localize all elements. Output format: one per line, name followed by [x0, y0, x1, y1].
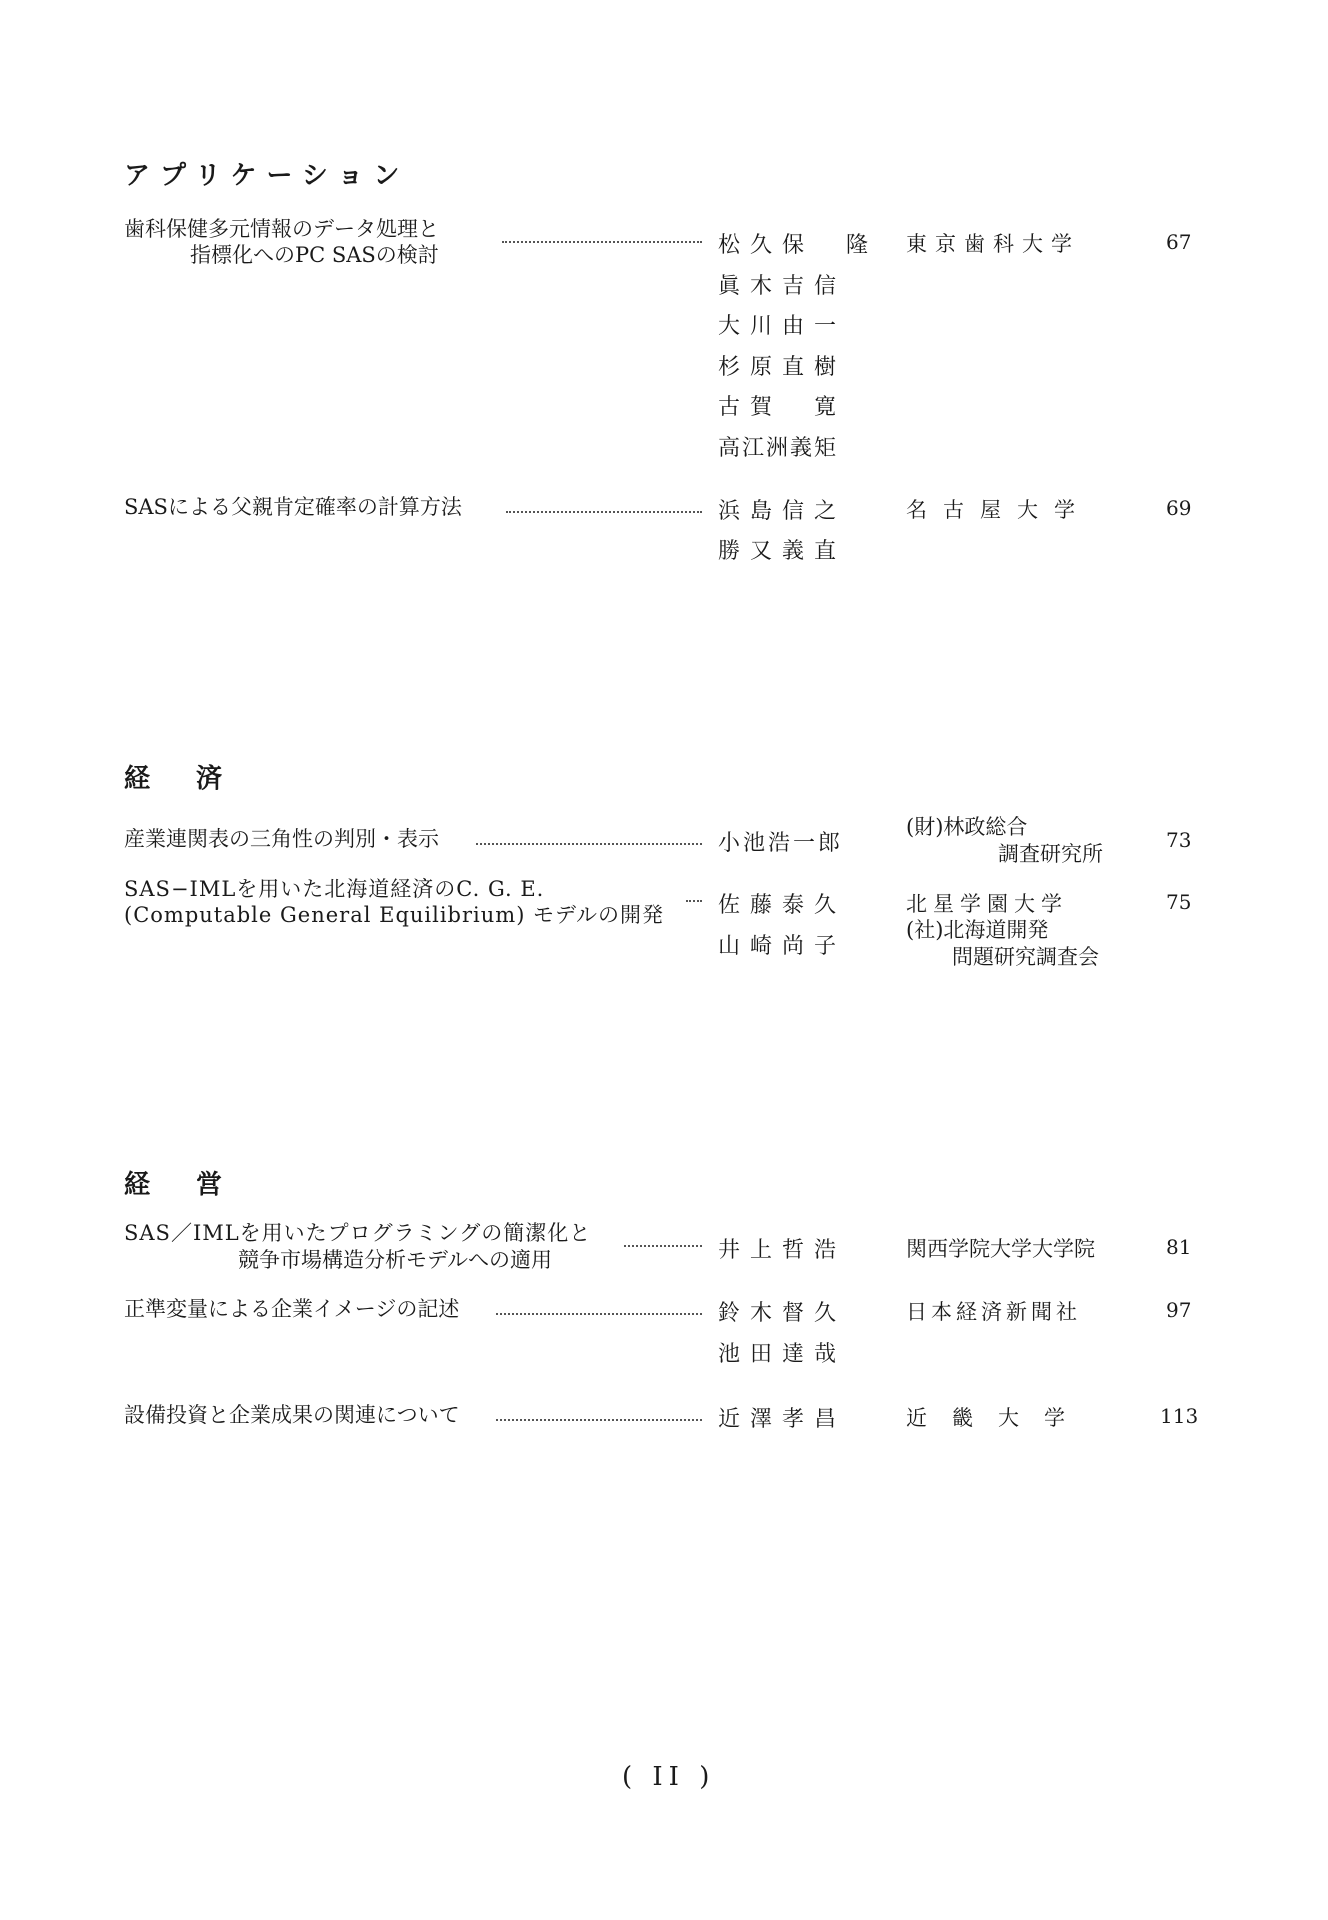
affiliation: 名古屋大学 [906, 498, 1091, 522]
section-title-economics: 経 済 [124, 764, 233, 794]
entry-title-line: 指標化へのPC SASの検討 [190, 243, 439, 267]
entry-title-line: 競争市場構造分析モデルへの適用 [238, 1248, 552, 1272]
leader-dots [496, 1419, 702, 1421]
entry-title-line: (Computable General Equilibrium) モデルの開発 [124, 903, 665, 927]
leader-dots [506, 511, 702, 513]
author-name: 小池浩一郎 [718, 831, 844, 856]
affiliation: 日本経済新聞社 [906, 1300, 1081, 1324]
page-number: 75 [1166, 890, 1192, 914]
affiliation-line: 調査研究所 [998, 842, 1103, 866]
author-name: 高江洲義矩 [718, 436, 839, 461]
author-name: 松久保 隆 [718, 233, 879, 258]
author-name: 浜島信之 [718, 499, 847, 524]
affiliation: 関西学院大学大学院 [906, 1237, 1095, 1261]
section-title-application: アプリケーション [124, 161, 410, 191]
page-number: 69 [1166, 496, 1192, 520]
affiliation: 東京歯科大学 [906, 232, 1080, 256]
section-title-management: 経 営 [124, 1170, 233, 1200]
leader-dots [686, 900, 702, 902]
affiliation-line: (社)北海道開発 [906, 918, 1049, 942]
leader-dots [496, 1313, 702, 1315]
page-number: 67 [1166, 230, 1192, 254]
affiliation-line: 問題研究調査会 [952, 945, 1099, 969]
author-name: 眞木吉信 [718, 274, 847, 299]
author-name: 近澤孝昌 [718, 1407, 847, 1432]
author-name: 大川由一 [718, 314, 847, 339]
author-name: 山崎尚子 [718, 934, 847, 959]
page-number: 113 [1160, 1404, 1199, 1428]
author-name: 井上哲浩 [718, 1238, 847, 1263]
entry-title-line: 設備投資と企業成果の関連について [124, 1403, 460, 1427]
leader-dots [502, 241, 702, 243]
page-number: 81 [1166, 1235, 1192, 1259]
author-name: 鈴木督久 [718, 1301, 847, 1326]
affiliation-line: 北星学園大学 [906, 892, 1068, 916]
author-name: 杉原直樹 [718, 355, 847, 380]
entry-title-line: 産業連関表の三角性の判別・表示 [124, 827, 439, 851]
author-name: 勝又義直 [718, 539, 847, 564]
leader-dots [476, 843, 702, 845]
entry-title-line: SAS−IMLを用いた北海道経済のC. G. E. [124, 877, 545, 901]
entry-title-line: 正準変量による企業イメージの記述 [124, 1297, 460, 1321]
affiliation: 近 畿 大 学 [906, 1406, 1067, 1430]
affiliation-line: (財)林政総合 [906, 815, 1028, 839]
page-number: 73 [1166, 828, 1192, 852]
entry-title-line: SAS／IMLを用いたプログラミングの簡潔化と [124, 1221, 592, 1245]
entry-title-line: 歯科保健多元情報のデータ処理と [124, 217, 439, 241]
author-name: 池田達哉 [718, 1342, 847, 1367]
leader-dots [624, 1245, 702, 1247]
entry-title-line: SASによる父親肯定確率の計算方法 [124, 495, 462, 519]
author-name: 佐藤泰久 [718, 893, 847, 918]
page-footer: ( II ) [622, 1762, 716, 1792]
page-number: 97 [1166, 1298, 1192, 1322]
author-name: 古賀 寛 [718, 395, 847, 420]
